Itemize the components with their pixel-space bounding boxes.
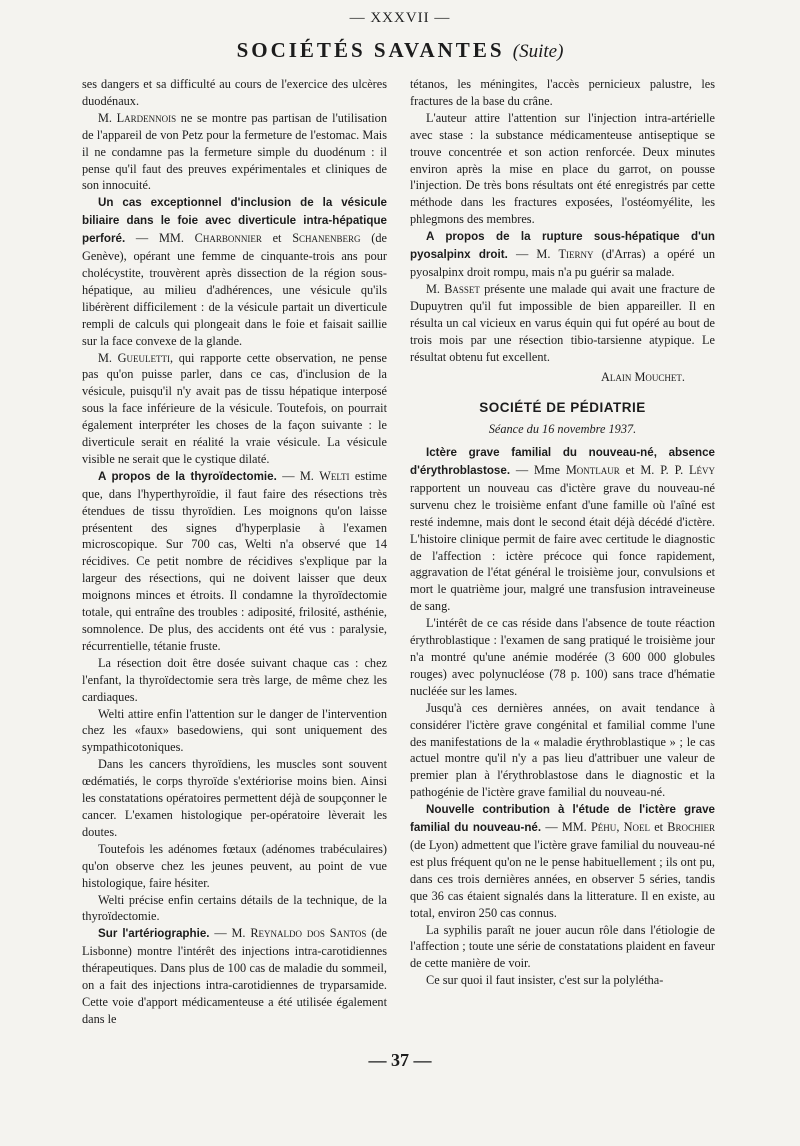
author-name: M. Lardennois xyxy=(98,110,177,125)
separator: — MM. xyxy=(541,820,591,835)
paragraph xyxy=(410,228,715,281)
society-title: SOCIÉTÉ DE PÉDIATRIE xyxy=(479,400,646,416)
section-heading: A propos de la thyroïdectomie. xyxy=(98,469,277,483)
paragraph-text: (de Genève), opérant une femme de cinquante-trois ans pour cholécystite, trouvèrent après dissection de la région sous-hépatique, au milieu d'adhérences, une vésicule qu'ils libérèrent difficilement : de la vésicule partait un diverticule rempli de calculs qui plongeait dans le foie et faisait saillie sur la face convexe de la glande. xyxy=(82,231,387,348)
separator: , xyxy=(616,820,624,835)
section-heading: Un cas exceptionnel d'inclusion de la vésicule biliaire dans le foie avec diverticule intra-hépatique perforé. xyxy=(82,196,387,246)
paragraph: Ce sur quoi il faut insister, c'est sur la polylétha- xyxy=(426,973,664,988)
author-name: Reynaldo dos Santos xyxy=(250,926,367,941)
paragraph xyxy=(410,281,715,366)
separator: et xyxy=(649,820,668,835)
page-header xyxy=(0,38,800,63)
separator: — M. xyxy=(507,247,559,262)
paragraph xyxy=(410,801,715,921)
author-name: Welti xyxy=(319,468,350,483)
header-title: SOCIÉTÉS SAVANTES xyxy=(236,38,505,62)
paragraph xyxy=(82,110,387,195)
paragraph-text: (d'Arras) a opéré un pyosalpinx droit rompu, mais n'a pu guérir sa malade. xyxy=(410,247,716,279)
section-heading: Nouvelle contribution à l'étude de l'ictère grave familial du nouveau-né. xyxy=(410,803,715,835)
paragraph xyxy=(82,925,387,1027)
paragraph: Welti précise enfin certains détails de la technique, de la thyroïdectomie. xyxy=(82,892,387,924)
paragraph-text: (de Lyon) admettent que l'ictère grave familial du nouveau-né est plus fréquent qu'on ne le pense habituellement ; ils ont pu, dans ces trois dernières années, en observer 5 séries, tandis que 36 cas étaient signalés dans la litterature. Il en existe, au total, environ 250 cas connus. xyxy=(410,837,715,920)
roman-folio: — XXXVII — xyxy=(349,10,451,26)
author-name: Montlaur xyxy=(565,463,620,478)
paragraph-text: rapportent un nouveau cas d'ictère grave du nouveau-né survenu chez le troisième enfant d'une famille où l'aîné est resté indemne, mais dont le second était déjà décédé d'ictère. L'histoire clinique permit de faire avec certitude le diagnostic de l'affection : ictère précoce qui fonce rapidement, aggravation de l'état général le troisième jour, convulsions et mort le quatrième jour, malgré une transfusion intraveineuse de sang. xyxy=(410,480,715,614)
separator: — M. xyxy=(209,926,251,941)
paragraph xyxy=(82,468,387,655)
paragraph-text: ne se montre pas partisan de l'utilisation de l'appareil de von Petz pour la fermeture de l'estomac. Mais il ne condamne pas la fermeture simple du duodénum : il pense qu'il faut des preuves expérimentales et cliniques de son innocuité. xyxy=(82,110,387,193)
author-name: M. Gueuletti xyxy=(98,350,171,365)
author-name: Tierny xyxy=(558,247,594,262)
paragraph: Dans les cancers thyroïdiens, les muscles sont souvent œdématiés, le corps thyroïde s'extériorise moins bien. Ainsi les constatations opératoires permettent déjà de soupçonner le cancer. L'examen histologique per-opératoire lèverait les doutes. xyxy=(82,757,387,839)
section-heading: Sur l'artériographie. xyxy=(98,927,210,941)
section-heading: A propos de la rupture sous-hépatique d'un pyosalpinx droit. xyxy=(410,230,715,262)
paragraph: Jusqu'à ces dernières années, on avait tendance à considérer l'ictère grave congénital et familial comme l'une des manifestations de la « maladie érythroblastique » ; le cas actuel montre qu'il n'y a pas lieu d'attribuer une valeur de premier plan à l'érythroblastose dans le diagnostic et la pathogénie de l'ictère grave familial du nouveau-né. xyxy=(410,700,715,800)
paragraph: tétanos, les méningites, l'accès pernicieux palustre, les fractures de la base du crâne. xyxy=(410,77,715,108)
paragraph xyxy=(82,350,387,468)
paragraph xyxy=(82,194,387,349)
paragraph: Toutefois les adénomes fœtaux (adénomes trabéculaires) qu'on observe chez les jeunes peuvent, au point de vue histologique, faire hésiter. xyxy=(82,841,387,890)
separator: — MM. xyxy=(125,231,195,246)
author-name: Charbonnier xyxy=(194,231,262,246)
seance-date: Séance du 16 novembre 1937. xyxy=(488,422,637,437)
separator: — Mme xyxy=(510,463,566,478)
page-number: — 37 — xyxy=(368,1050,432,1070)
separator: — M. xyxy=(276,468,320,483)
paragraph: L'auteur attire l'attention sur l'injection intra-artérielle avec stase : la substance médicamenteuse antiseptique se trouve concentrée et son action renforcée. Deux minutes environ après la mise en place du garrot, on pousse l'injection. De très bons résultats ont été enregistrés par cette méthode dans les fractures exposées, l'ostéomyélite, les phlegmons des membres. xyxy=(410,110,715,227)
author-name: M. Basset xyxy=(426,281,480,296)
paragraph-text: (de Lisbonne) montre l'intérêt des injections intra-carotidiennes thérapeutiques. Dans plus de 100 cas de maladie du sommeil, on a fait des injections intra-carotidiennes de tryparsamide. Cette voie d'apport médicamenteuse a été utilisée également dans le xyxy=(82,926,387,1026)
separator: et M. P. P. xyxy=(619,463,689,478)
right-column xyxy=(410,76,715,989)
left-column xyxy=(82,76,387,1028)
author-name: Péhu xyxy=(590,820,617,835)
paragraph: La syphilis paraît ne jouer aucun rôle dans l'étiologie de l'affection ; toute une série de constatations plaident en faveur de cette manière de voir. xyxy=(410,922,715,971)
author-name: Noel xyxy=(623,820,650,835)
signature: Alain Mouchet. xyxy=(601,370,685,385)
paragraph xyxy=(410,444,715,615)
section-heading: Ictère grave familial du nouveau-né, absence d'érythroblastose. xyxy=(410,446,715,478)
paragraph-text: , qui rapporte cette observation, ne pense pas qu'on puisse parler, dans ce cas, d'inclusion de la vésicule, puisqu'il n'y avait pas de tissu hépatique interposé sous la face inférieure de la vésicule. Toutefois, on pourrait également interpréter les choses de la façon suivante : le diverticule serait en réalité la vraie vésicule. La vésicule visible ne serait que le cystique dilaté. xyxy=(82,350,387,466)
author-name: Brochier xyxy=(667,820,715,835)
separator: et xyxy=(261,231,293,246)
paragraph: La résection doit être dosée suivant chaque cas : chez l'enfant, la thyroïdectomie sera très large, de même chez les cardiaques. xyxy=(82,655,387,704)
author-name: Schanenberg xyxy=(292,231,361,246)
author-name: Lévy xyxy=(688,463,715,478)
paragraph-text: estime que, dans l'hyperthyroïdie, il faut faire des résections très étendues de tissu thyroïdien. Les moignons qu'on laisse présentent des signes d'hyperplasie à l'examen microscopique. Sur 700 cas, Welti n'a observé que 14 récidives. Ce petit nombre de récidives s'explique par la largeur des résections, qui ne doivent laisser que deux moignons minces et étroits. Il condamne la thyroïdectomie totale, qui entraîne des troubles : adiposité, frilosité, asthénie, somnolence. De plus, des accidents ont été vus : paralysie, récurrentielle, tétanie fruste. xyxy=(82,468,387,653)
paragraph: Welti attire enfin l'attention sur le danger de l'intervention chez les «faux» basedowiens, qui sont uniquement des sympathicotoniques. xyxy=(82,706,387,755)
paragraph: ses dangers et sa difficulté au cours de l'exercice des ulcères duodénaux. xyxy=(82,77,387,108)
header-suffix: (Suite) xyxy=(512,41,564,62)
paragraph: L'intérêt de ce cas réside dans l'absence de toute réaction érythroblastique : l'examen de sang pratiqué le troisième jour n'a montré qu'une anémie modérée (3 600 000 globules rouges) avec polynucléose (78 p. 100) sans trace d'hématie nucléée sur les lames. xyxy=(410,616,715,698)
paragraph-text: présente une malade qui avait une fracture de Dupuytren qu'il fut impossible de bien appareiller. Il en résulta un cal vicieux en varus équin qui fut opéré au bout de trois mois par une résection tibio-tarsienne atypique. Le résultat obtenu fut excellent. xyxy=(410,281,715,364)
